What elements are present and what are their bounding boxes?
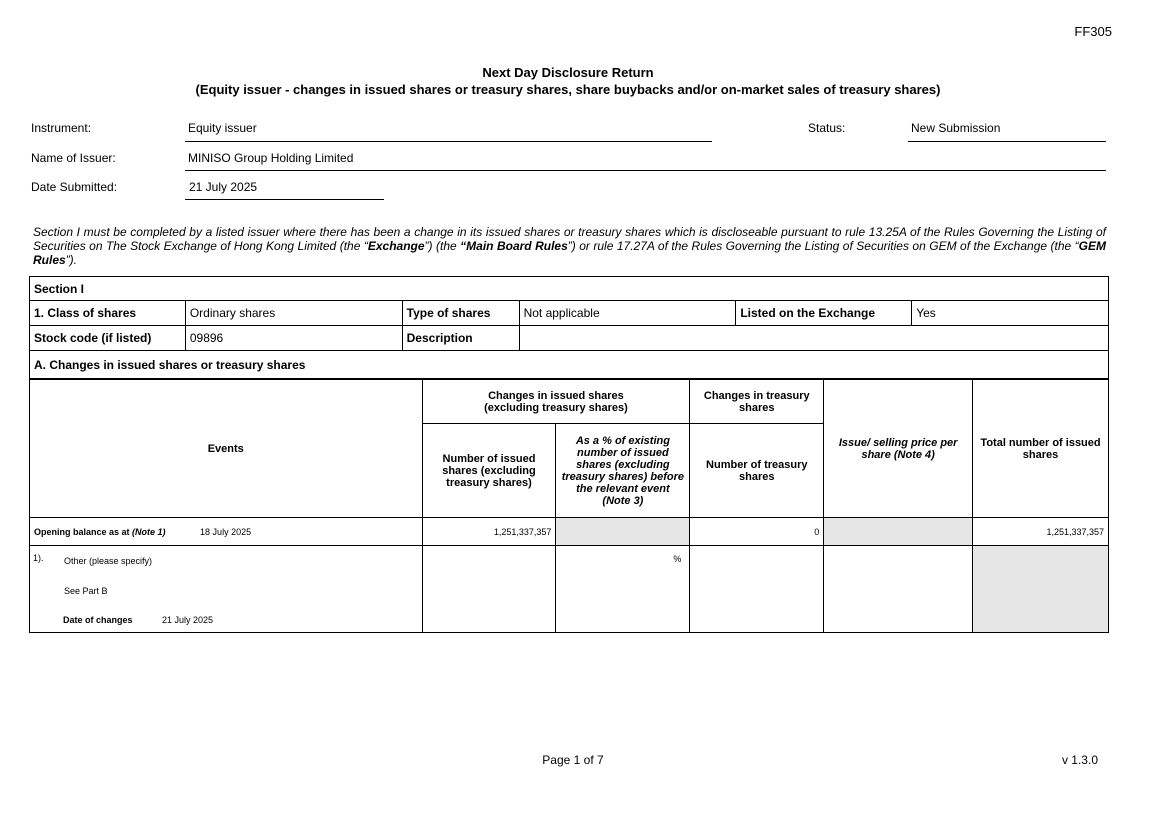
opening-percent <box>556 518 690 546</box>
events-header: Events <box>30 380 423 518</box>
main-board-term: “Main Board Rules <box>460 239 568 253</box>
opening-price <box>824 518 973 546</box>
date-label: Date Submitted: <box>31 180 118 194</box>
event-treasury <box>690 546 824 633</box>
opening-date: 18 July 2025 <box>200 526 252 537</box>
issued-number-header: Number of issued shares (excluding treasury shares) <box>422 424 556 518</box>
section-title: Section I <box>30 277 1109 301</box>
status-field <box>908 121 1106 142</box>
price-header: Issue/ selling price per share (Note 4) <box>824 380 973 518</box>
stock-code-label: Stock code (if listed) <box>30 326 186 351</box>
changes-table <box>29 379 1109 633</box>
issued-percent-header: As a % of existing number of issued shares (excluding treasury shares) before the relevant event (Note 3) <box>556 424 690 518</box>
gem-term: GEM Rules <box>33 239 1106 267</box>
issuer-label: Name of Issuer: <box>31 151 116 165</box>
section-i-table <box>29 276 1109 379</box>
description-value <box>519 326 1108 351</box>
listed-label: Listed on the Exchange <box>736 301 912 326</box>
instrument-label: Instrument: <box>31 121 92 135</box>
listed-value: Yes <box>912 301 1109 326</box>
total-header: Total number of issued shares <box>973 380 1109 518</box>
opening-issued: 1,251,337,357 <box>422 518 556 546</box>
date-field <box>185 180 384 200</box>
issued-group-header: Changes in issued shares (excluding treasury shares) <box>422 380 690 424</box>
version-label: v 1.3.0 <box>1061 753 1098 767</box>
event-price <box>824 546 973 633</box>
event-type: Other (please specify) <box>64 556 153 566</box>
class-label: 1. Class of shares <box>30 301 186 326</box>
intro-paragraph: Section I must be completed by a listed issuer where there has been a change in its issued shares or treasury shares which is discloseable pursuant to rule 13.25A of the Rules Governing the Listing of Securities on The Stock Exchange of Hong Kong Limited (the “Exchange”) (the “Main Board Rules”) or rule 17.27A of the Rules Governing the Listing of Securities on GEM of the Exchange (the “GEM Rules”). <box>33 225 1106 267</box>
issuer-value: MINISO Group Holding Limited <box>188 151 354 165</box>
type-value: Not applicable <box>519 301 736 326</box>
issuer-field <box>185 151 1106 171</box>
description-label: Description <box>402 326 519 351</box>
type-label: Type of shares <box>402 301 519 326</box>
event-cell <box>30 546 423 633</box>
page-subtitle: (Equity issuer - changes in issued shares or treasury shares, share buybacks and/or on-market sales of treasury shares) <box>195 82 941 97</box>
event-date: 21 July 2025 <box>162 615 214 625</box>
opening-note: (Note 1) <box>132 526 166 537</box>
opening-total: 1,251,337,357 <box>973 518 1109 546</box>
status-value: New Submission <box>911 121 1001 135</box>
event-total <box>973 546 1109 633</box>
opening-treasury: 0 <box>690 518 824 546</box>
changes-title: A. Changes in issued shares or treasury shares <box>30 351 1109 379</box>
class-value: Ordinary shares <box>185 301 402 326</box>
event-description: See Part B <box>64 586 108 596</box>
event-percent: % <box>556 546 690 633</box>
date-value: 21 July 2025 <box>189 180 258 194</box>
treasury-group-header: Changes in treasury shares <box>690 380 824 424</box>
instrument-field <box>185 121 712 142</box>
event-issued <box>422 546 556 633</box>
opening-label: Opening balance as at <box>34 526 133 537</box>
stock-code-value: 09896 <box>185 326 402 351</box>
treasury-number-header: Number of treasury shares <box>690 424 824 518</box>
page-title: Next Day Disclosure Return <box>482 65 654 80</box>
exchange-term: Exchange <box>367 239 425 253</box>
status-label: Status: <box>808 121 846 135</box>
opening-balance-cell <box>30 518 423 546</box>
page-number: Page 1 of 7 <box>542 753 604 767</box>
instrument-value: Equity issuer <box>188 121 257 135</box>
form-code: FF305 <box>1074 24 1112 39</box>
event-number: 1). <box>33 553 44 563</box>
event-date-label: Date of changes <box>63 615 133 625</box>
